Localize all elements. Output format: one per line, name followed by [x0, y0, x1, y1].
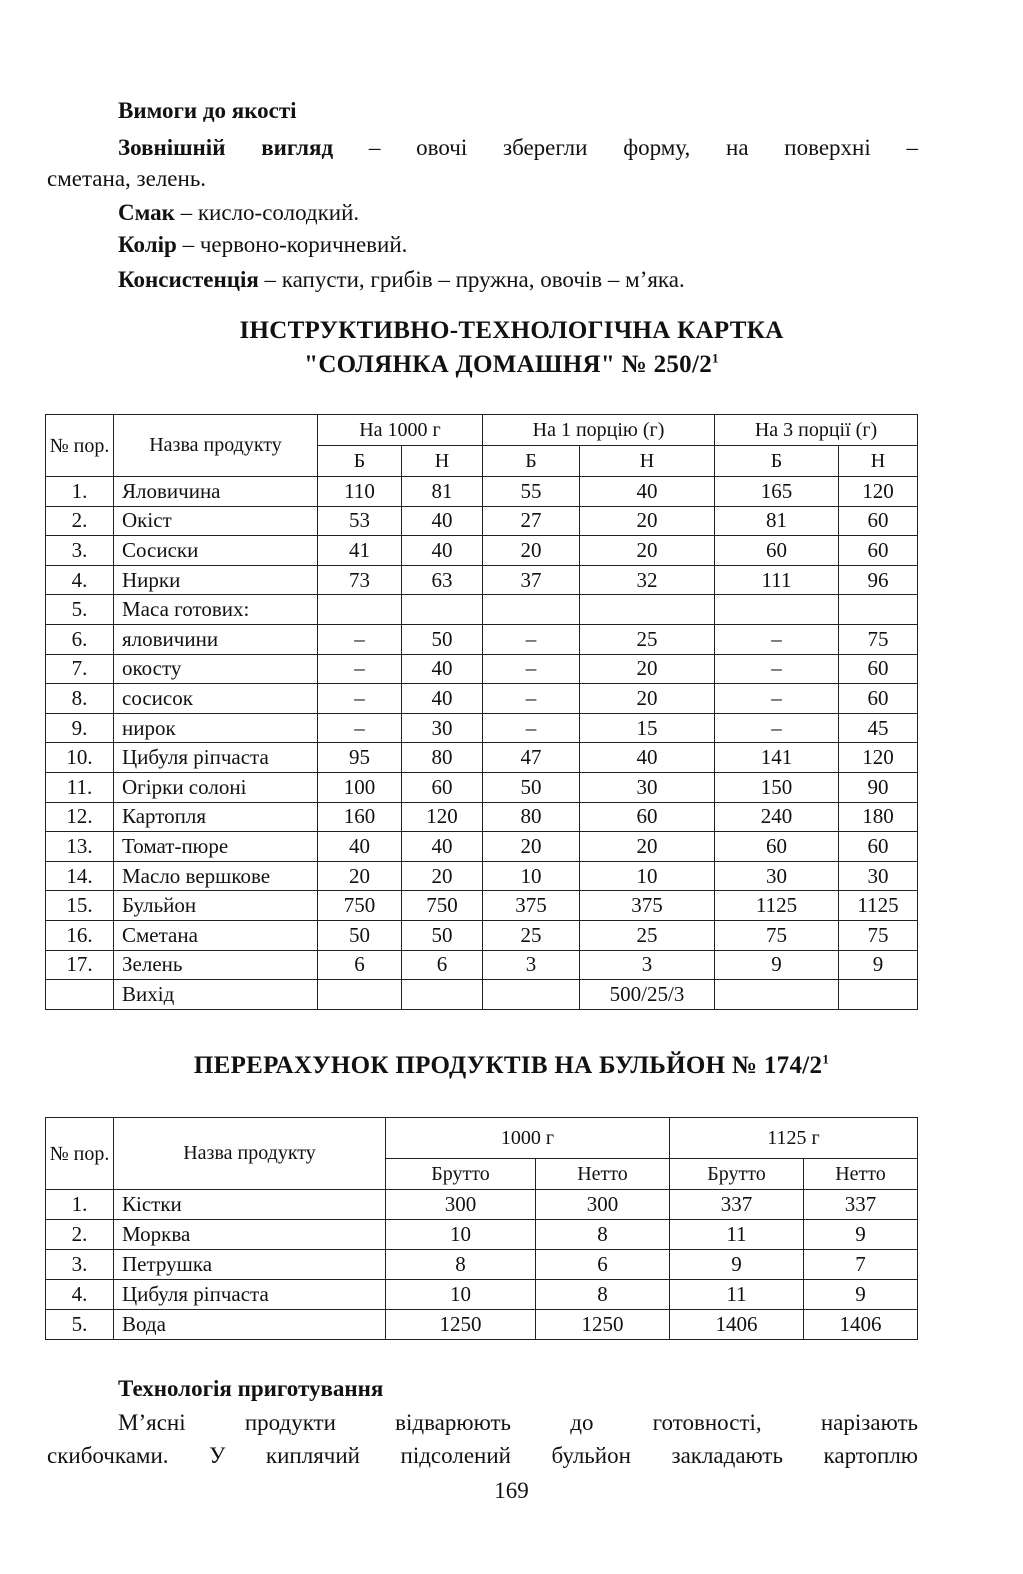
table-row — [46, 772, 918, 802]
cell-b1: 55 — [483, 477, 580, 507]
cell-name: Цибуля ріпчаста — [114, 743, 318, 773]
recipe-card-body — [46, 477, 918, 1010]
broth-table-body — [46, 1190, 918, 1340]
cell-n3: 60 — [839, 654, 918, 684]
technology-heading: Технологія приготування — [118, 1376, 384, 1401]
broth-header-1125g: 1125 г — [670, 1118, 918, 1159]
broth-header-brutto: Брутто — [670, 1159, 804, 1190]
cell-b1000: 6 — [318, 950, 402, 980]
cell-n1000 — [402, 980, 483, 1010]
cell-n1000: 8 — [536, 1220, 670, 1250]
cell-n3: 1125 — [839, 891, 918, 921]
table-row — [46, 654, 918, 684]
table-row — [46, 595, 918, 625]
broth-header-netto: Нетто — [804, 1159, 918, 1190]
taste-text: – кисло-солодкий. — [174, 200, 360, 225]
cell-b1000: 20 — [318, 861, 402, 891]
cell-b1000: 8 — [386, 1250, 536, 1280]
consistency-text: – капусти, грибів – пружна, овочів – м’яка. — [258, 267, 685, 292]
cell-b1000: – — [318, 713, 402, 743]
cell-b3: 75 — [715, 920, 839, 950]
cell-b1: 20 — [483, 832, 580, 862]
table-row — [46, 684, 918, 714]
header-per-3-portions: На 3 порції (г) — [715, 415, 918, 446]
cell-num: 6. — [46, 624, 114, 654]
broth-table — [45, 1117, 918, 1340]
cell-num: 13. — [46, 832, 114, 862]
cell-b3: 81 — [715, 506, 839, 536]
cell-name: Картопля — [114, 802, 318, 832]
header-brutto: Б — [715, 446, 839, 477]
technology-text-line1: М’ясні продукти відварюють до готовності, нарізають — [118, 1410, 918, 1435]
cell-n1: 20 — [580, 506, 715, 536]
header-netto: Н — [402, 446, 483, 477]
cell-n1000: 40 — [402, 536, 483, 566]
cell-num: 3. — [46, 1250, 114, 1280]
broth-header-product-name: Назва продукту — [114, 1118, 386, 1190]
cell-n1: 40 — [580, 477, 715, 507]
table-row — [46, 477, 918, 507]
cell-b1000: – — [318, 624, 402, 654]
cell-b1000: 110 — [318, 477, 402, 507]
cell-name: яловичини — [114, 624, 318, 654]
cell-name: Масло вершкове — [114, 861, 318, 891]
cell-b1000: 1250 — [386, 1310, 536, 1340]
cell-b1000: – — [318, 654, 402, 684]
table-row — [46, 950, 918, 980]
cell-num: 5. — [46, 595, 114, 625]
cell-n3: 90 — [839, 772, 918, 802]
cell-b1 — [483, 980, 580, 1010]
cell-name: Кістки — [114, 1190, 386, 1220]
cell-name: Томат-пюре — [114, 832, 318, 862]
appearance-line — [118, 133, 918, 163]
cell-n3: 60 — [839, 684, 918, 714]
table-row — [46, 920, 918, 950]
cell-b3: 9 — [715, 950, 839, 980]
cell-n1: 32 — [580, 565, 715, 595]
cell-n3: 60 — [839, 832, 918, 862]
cell-n3 — [839, 980, 918, 1010]
cell-n1000: 40 — [402, 832, 483, 862]
table-row — [46, 1280, 918, 1310]
cell-b1125: 1406 — [670, 1310, 804, 1340]
broth-header-1000g: 1000 г — [386, 1118, 670, 1159]
broth-title-superscript: 1 — [822, 1051, 830, 1067]
cell-b1000 — [318, 980, 402, 1010]
cell-n3: 9 — [839, 950, 918, 980]
header-num: № пор. — [46, 415, 114, 477]
cell-n3 — [839, 595, 918, 625]
cell-b1000: 50 — [318, 920, 402, 950]
cell-n1125: 7 — [804, 1250, 918, 1280]
broth-header-num: № пор. — [46, 1118, 114, 1190]
cell-b1125: 11 — [670, 1280, 804, 1310]
cell-b1: – — [483, 684, 580, 714]
color-label: Колір — [118, 232, 177, 257]
cell-name: Окіст — [114, 506, 318, 536]
cell-b1: 50 — [483, 772, 580, 802]
cell-b1000: – — [318, 684, 402, 714]
cell-b3 — [715, 980, 839, 1010]
cell-num: 2. — [46, 1220, 114, 1250]
recipe-card-table — [45, 414, 918, 1010]
cell-b1000 — [318, 595, 402, 625]
cell-name: Цибуля ріпчаста — [114, 1280, 386, 1310]
cell-num: 16. — [46, 920, 114, 950]
cell-num: 5. — [46, 1310, 114, 1340]
cell-num: 1. — [46, 477, 114, 507]
cell-num: 15. — [46, 891, 114, 921]
cell-n1: 15 — [580, 713, 715, 743]
cell-n1: 25 — [580, 920, 715, 950]
cell-num: 12. — [46, 802, 114, 832]
cell-n1000: 120 — [402, 802, 483, 832]
header-product-name: Назва продукту — [114, 415, 318, 477]
cell-n1125: 337 — [804, 1190, 918, 1220]
cell-b1: 3 — [483, 950, 580, 980]
cell-b1125: 337 — [670, 1190, 804, 1220]
cell-n1: 500/25/3 — [580, 980, 715, 1010]
cell-n1000: 80 — [402, 743, 483, 773]
color-text: – червоно-коричневий. — [176, 232, 408, 257]
table-row — [46, 743, 918, 773]
cell-b3: 60 — [715, 536, 839, 566]
card-title-text: "СОЛЯНКА ДОМАШНЯ" № 250/2 — [304, 351, 713, 378]
cell-n1: 20 — [580, 684, 715, 714]
cell-n1000: 30 — [402, 713, 483, 743]
cell-n3: 75 — [839, 624, 918, 654]
appearance-continuation: сметана, зелень. — [47, 166, 207, 191]
header-netto: Н — [839, 446, 918, 477]
table-row — [46, 1310, 918, 1340]
cell-name: Сосиски — [114, 536, 318, 566]
cell-num: 10. — [46, 743, 114, 773]
cell-n3: 30 — [839, 861, 918, 891]
cell-n1000: 750 — [402, 891, 483, 921]
cell-n1000: 40 — [402, 654, 483, 684]
cell-n1000: 81 — [402, 477, 483, 507]
cell-n1125: 9 — [804, 1220, 918, 1250]
cell-name: Зелень — [114, 950, 318, 980]
page-number: 169 — [494, 1478, 529, 1503]
cell-b3: – — [715, 624, 839, 654]
table-row — [46, 624, 918, 654]
cell-b1000: 40 — [318, 832, 402, 862]
cell-n3: 60 — [839, 506, 918, 536]
cell-b1: 47 — [483, 743, 580, 773]
cell-b1125: 11 — [670, 1220, 804, 1250]
table-row — [46, 1250, 918, 1280]
cell-name: Вихід — [114, 980, 318, 1010]
cell-b1: – — [483, 624, 580, 654]
header-per-1-portion: На 1 порцію (г) — [483, 415, 715, 446]
cell-b3: – — [715, 654, 839, 684]
cell-name: окосту — [114, 654, 318, 684]
table-row — [46, 861, 918, 891]
cell-n3: 45 — [839, 713, 918, 743]
cell-b1: 375 — [483, 891, 580, 921]
cell-n1 — [580, 595, 715, 625]
cell-n1: 10 — [580, 861, 715, 891]
cell-b3: 240 — [715, 802, 839, 832]
cell-n1000: 40 — [402, 506, 483, 536]
cell-num: 8. — [46, 684, 114, 714]
table-row — [46, 713, 918, 743]
table-row — [46, 980, 918, 1010]
broth-title-text: ПЕРЕРАХУНОК ПРОДУКТІВ НА БУЛЬЙОН № 174/2 — [193, 1052, 823, 1079]
broth-header-brutto: Брутто — [386, 1159, 536, 1190]
cell-name: Огірки солоні — [114, 772, 318, 802]
cell-n1: 20 — [580, 536, 715, 566]
consistency-line — [118, 265, 685, 295]
cell-b1: 20 — [483, 536, 580, 566]
cell-num: 7. — [46, 654, 114, 684]
cell-name: Бульйон — [114, 891, 318, 921]
cell-num: 17. — [46, 950, 114, 980]
broth-title — [0, 1052, 1023, 1080]
cell-n1: 20 — [580, 832, 715, 862]
cell-b1125: 9 — [670, 1250, 804, 1280]
cell-b1: 37 — [483, 565, 580, 595]
cell-name: Морква — [114, 1220, 386, 1250]
cell-b1: – — [483, 654, 580, 684]
cell-n1000: 50 — [402, 624, 483, 654]
cell-b1000: 300 — [386, 1190, 536, 1220]
card-title-line2 — [0, 351, 1023, 379]
cell-b1000: 53 — [318, 506, 402, 536]
cell-n1000: 40 — [402, 684, 483, 714]
cell-num — [46, 980, 114, 1010]
appearance-text: – овочі зберегли форму, на поверхні – — [333, 135, 918, 160]
quality-heading: Вимоги до якості — [118, 98, 297, 123]
cell-b1: 27 — [483, 506, 580, 536]
cell-n1: 60 — [580, 802, 715, 832]
header-per-1000g: На 1000 г — [318, 415, 483, 446]
cell-n1000: 60 — [402, 772, 483, 802]
table-row — [46, 891, 918, 921]
header-netto: Н — [580, 446, 715, 477]
cell-num: 1. — [46, 1190, 114, 1220]
cell-b1: 80 — [483, 802, 580, 832]
cell-b3 — [715, 595, 839, 625]
cell-num: 14. — [46, 861, 114, 891]
cell-name: Сметана — [114, 920, 318, 950]
cell-n3: 96 — [839, 565, 918, 595]
cell-name: Вода — [114, 1310, 386, 1340]
cell-b1000: 95 — [318, 743, 402, 773]
cell-n1: 30 — [580, 772, 715, 802]
cell-n1000: 50 — [402, 920, 483, 950]
cell-n1000: 6 — [402, 950, 483, 980]
cell-n3: 180 — [839, 802, 918, 832]
cell-name: Нирки — [114, 565, 318, 595]
consistency-label: Консистенція — [118, 267, 259, 292]
broth-header-netto: Нетто — [536, 1159, 670, 1190]
cell-b1 — [483, 595, 580, 625]
cell-b1: – — [483, 713, 580, 743]
color-line — [118, 230, 407, 260]
cell-b1000: 41 — [318, 536, 402, 566]
cell-b1000: 10 — [386, 1220, 536, 1250]
cell-b1000: 100 — [318, 772, 402, 802]
table-row — [46, 1220, 918, 1250]
cell-name: Яловичина — [114, 477, 318, 507]
header-brutto: Б — [318, 446, 402, 477]
technology-text-line2: скибочками. У киплячий підсолений бульйон закладають картоплю — [47, 1443, 918, 1468]
cell-n1: 40 — [580, 743, 715, 773]
cell-n3: 120 — [839, 477, 918, 507]
cell-n1: 20 — [580, 654, 715, 684]
cell-n1000: 63 — [402, 565, 483, 595]
cell-b1: 25 — [483, 920, 580, 950]
cell-n1000: 300 — [536, 1190, 670, 1220]
cell-num: 4. — [46, 565, 114, 595]
cell-n1000 — [402, 595, 483, 625]
cell-num: 4. — [46, 1280, 114, 1310]
cell-b1: 10 — [483, 861, 580, 891]
cell-b3: – — [715, 684, 839, 714]
card-title-superscript: 1 — [712, 350, 719, 366]
cell-n1000: 20 — [402, 861, 483, 891]
cell-n1: 25 — [580, 624, 715, 654]
cell-name: нирок — [114, 713, 318, 743]
cell-n1: 375 — [580, 891, 715, 921]
card-title-line1: ІНСТРУКТИВНО-ТЕХНОЛОГІЧНА КАРТКА — [239, 317, 784, 344]
cell-b3: 165 — [715, 477, 839, 507]
table-row — [46, 536, 918, 566]
cell-name: сосисок — [114, 684, 318, 714]
cell-b3: 30 — [715, 861, 839, 891]
table-row — [46, 1190, 918, 1220]
cell-b3: 141 — [715, 743, 839, 773]
cell-n3: 120 — [839, 743, 918, 773]
cell-n1125: 1406 — [804, 1310, 918, 1340]
cell-num: 11. — [46, 772, 114, 802]
cell-b3: 150 — [715, 772, 839, 802]
cell-b1000: 10 — [386, 1280, 536, 1310]
cell-n1000: 6 — [536, 1250, 670, 1280]
cell-b1000: 750 — [318, 891, 402, 921]
table-row — [46, 802, 918, 832]
taste-label: Смак — [118, 200, 175, 225]
cell-n1: 3 — [580, 950, 715, 980]
cell-n1000: 1250 — [536, 1310, 670, 1340]
cell-b3: – — [715, 713, 839, 743]
taste-line — [118, 198, 359, 228]
header-brutto: Б — [483, 446, 580, 477]
table-row — [46, 506, 918, 536]
cell-n1125: 9 — [804, 1280, 918, 1310]
cell-name: Петрушка — [114, 1250, 386, 1280]
cell-b3: 111 — [715, 565, 839, 595]
cell-num: 3. — [46, 536, 114, 566]
cell-b1000: 73 — [318, 565, 402, 595]
table-row — [46, 832, 918, 862]
table-row — [46, 565, 918, 595]
cell-b3: 60 — [715, 832, 839, 862]
cell-num: 2. — [46, 506, 114, 536]
appearance-label: Зовнішній вигляд — [118, 135, 334, 160]
cell-name: Маса готових: — [114, 595, 318, 625]
cell-b3: 1125 — [715, 891, 839, 921]
cell-n3: 60 — [839, 536, 918, 566]
cell-n1000: 8 — [536, 1280, 670, 1310]
cell-n3: 75 — [839, 920, 918, 950]
cell-b1000: 160 — [318, 802, 402, 832]
cell-num: 9. — [46, 713, 114, 743]
